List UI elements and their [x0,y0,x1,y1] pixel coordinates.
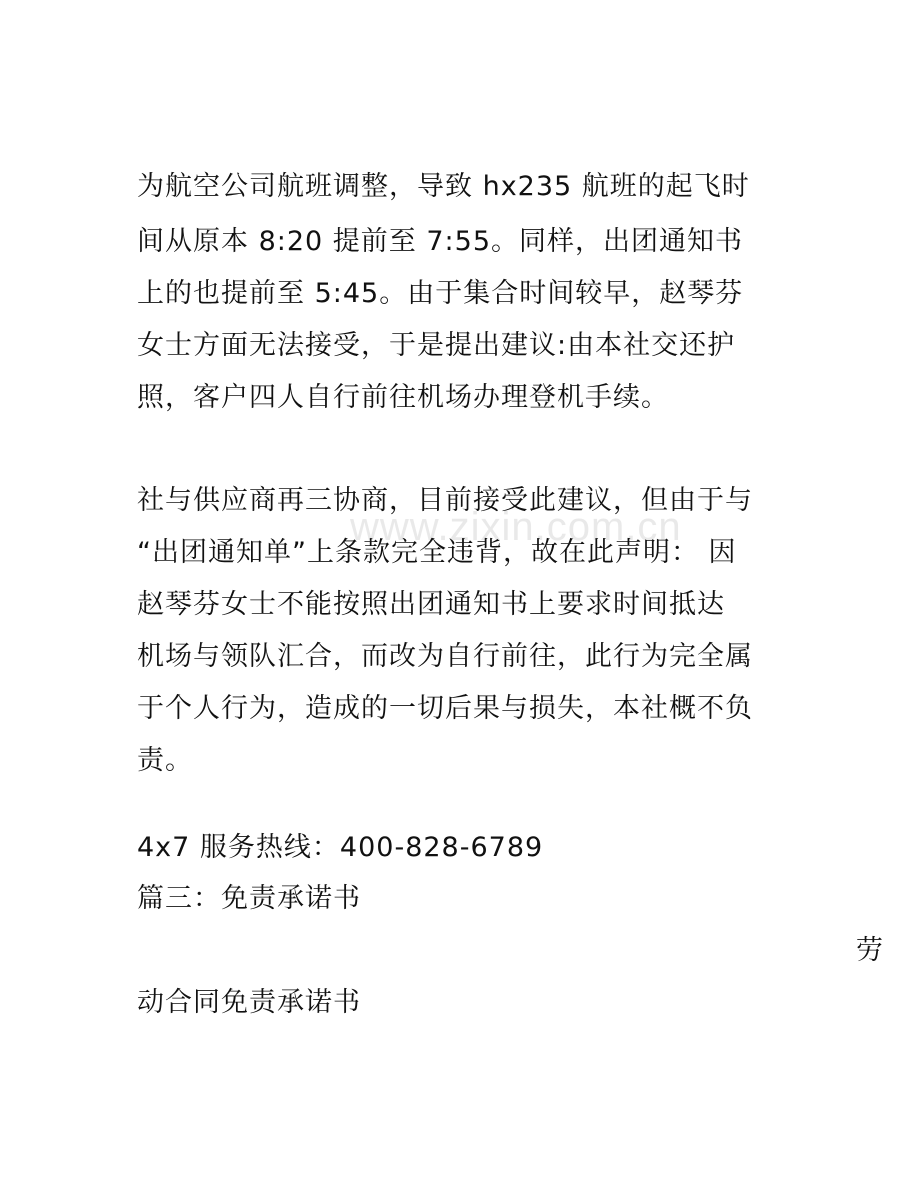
paragraph-line: 女士方面无法接受，于是提出建议:由本社交还护 [137,330,736,361]
document-subtitle: 动合同免责承诺书 [137,987,361,1018]
right-aligned-char: 劳 [856,935,883,966]
paragraph-line: 为航空公司航班调整，导致 hx235 航班的起飞时 [137,171,750,202]
paragraph-line: 照，客户四人自行前往机场办理登机手续。 [137,382,669,413]
paragraph-line: 于个人行为，造成的一切后果与损失，本社概不负 [137,693,753,724]
paragraph-line: 上的也提前至 5:45。由于集合时间较早，赵琴芬 [137,278,744,309]
paragraph-line: 机场与领队汇合，而改为自行前往，此行为完全属 [137,641,753,672]
paragraph-line: “出团通知单”上条款完全违背，故在此声明： 因 [137,537,737,568]
paragraph-line: 社与供应商再三协商，目前接受此建议，但由于与 [137,485,753,516]
paragraph-line: 责。 [137,745,193,776]
paragraph-line: 赵琴芬女士不能按照出团通知书上要求时间抵达 [137,589,725,620]
watermark: www.zixin.com.cn [350,505,682,549]
section-title: 篇三：免责承诺书 [137,883,361,914]
paragraph-line: 间从原本 8:20 提前至 7:55。同样，出团通知书 [137,226,744,257]
hotline-text: 4x7 服务热线：400-828-6789 [137,832,544,863]
